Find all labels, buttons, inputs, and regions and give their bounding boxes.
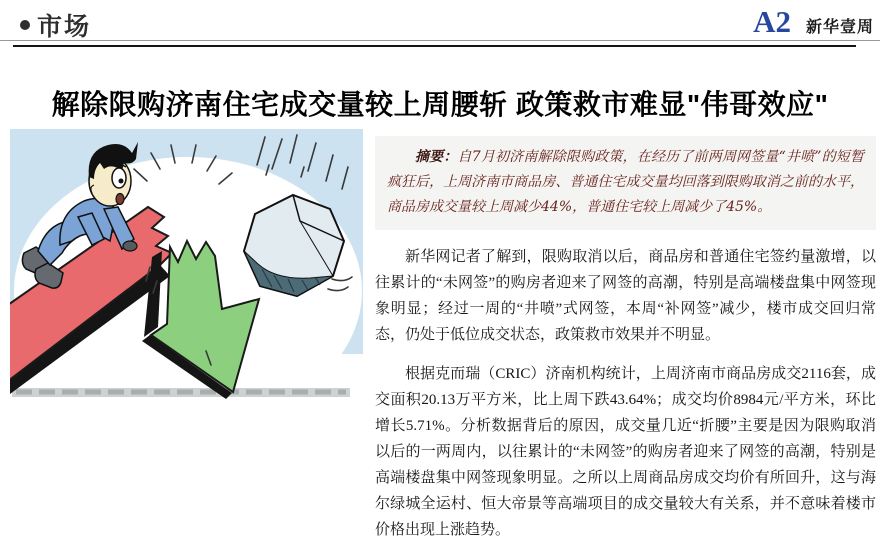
summary-label: 摘要：	[415, 149, 458, 165]
article-body-column	[375, 122, 876, 543]
article-paragraph-2: 根据克而瑞（CRIC）济南机构统计，上周济南市商品房成交2116套，成交面积20.13万平方米，比上周下跌43.64%；成交均价8984元/平方米，环比增长5.71%。分析数据背后的原因，成交量几近“折腰”主要是因为限购取消以后的一两周内，以往累计的“未网签”的购房者迎来了网签的高潮，特别是高端楼盘集中网签现象明显。之所以上周商品房成交均价有所回升，这与海尔绿城全运村、恒大帝景等高端项目的成交量较大有关系，并不意味着楼市价格出现上涨趋势。	[375, 366, 876, 538]
summary-box	[375, 136, 876, 230]
ground-shadow-strip	[12, 388, 350, 397]
article-headline: 解除限购济南住宅成交量较上周腰斩 政策救市难显"伟哥效应"	[51, 88, 829, 120]
section-bullet-icon	[20, 20, 30, 30]
masthead-right	[753, 4, 874, 40]
masthead	[0, 0, 880, 48]
publication-name: 新华壹周	[805, 19, 874, 36]
article-paragraph-1: 新华网记者了解到，限购取消以后，商品房和普通住宅签约量激增，以往累计的“未网签”的购房者迎来了网签的高潮，特别是高端楼盘集中网签现象明显；经过一周的“井喷”式网签，本周“补网签”减少，楼市成交回归常态，仍处于低位成交状态，政策救市效果并不明显。	[375, 249, 876, 343]
summary-text: 自7月初济南解除限购政策，在经历了前两周网签量“井喷”的短暂疯狂后，上周济南市商品房、普通住宅成交量均回落到限购取消之前的水平，商品房成交量较上周减少44%，普通住宅较上周减少了45%。	[387, 149, 864, 215]
page-number: A2	[753, 4, 791, 39]
cartoon-illustration	[10, 129, 363, 405]
masthead-rule-thick	[13, 45, 856, 47]
masthead-rule-thin	[0, 40, 880, 41]
section-title	[20, 7, 91, 43]
section-label: 市场	[37, 13, 92, 41]
